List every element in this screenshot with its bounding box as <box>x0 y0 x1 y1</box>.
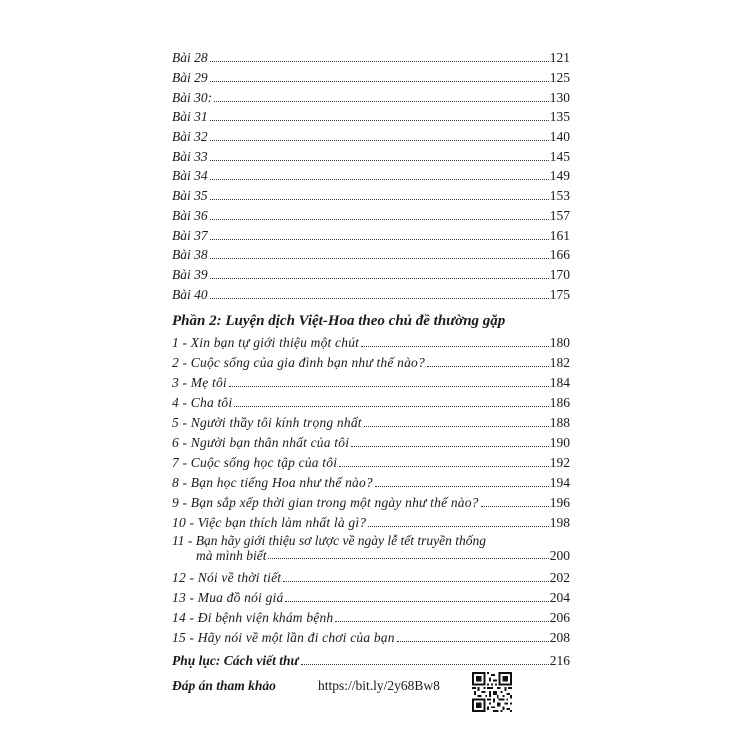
toc-page-number: 216 <box>549 653 570 668</box>
toc-label: 8 - Bạn học tiếng Hoa như thế nào? <box>172 475 373 490</box>
toc-page-number: 125 <box>549 70 570 85</box>
toc-label: Bài 36 <box>172 208 208 223</box>
toc-page-number: 175 <box>549 287 570 302</box>
dot-leader <box>210 199 549 200</box>
toc-page-number: 186 <box>549 395 570 410</box>
answers-label: Đáp án tham khảo <box>172 678 276 693</box>
dot-leader <box>210 140 549 141</box>
toc-label: 13 - Mua đồ nói giá <box>172 590 284 605</box>
toc-row-topic[interactable] <box>172 473 570 491</box>
toc-page-number: 182 <box>549 355 570 370</box>
toc-row-lesson[interactable] <box>172 147 570 165</box>
toc-label: Bài 31 <box>172 109 208 124</box>
toc-row-topic[interactable] <box>172 353 570 371</box>
toc-label: Bài 30: <box>172 90 213 105</box>
toc-row-lesson[interactable] <box>172 226 570 244</box>
toc-row-topic[interactable] <box>172 433 570 451</box>
toc-label-line2: mà mình biết <box>196 548 267 563</box>
dot-leader <box>210 258 549 259</box>
toc-label: Bài 33 <box>172 149 208 164</box>
dot-leader <box>364 426 549 427</box>
dot-leader <box>375 486 549 487</box>
toc-page-number: 121 <box>549 50 570 65</box>
toc-row-topic[interactable] <box>172 453 570 471</box>
toc-label: 6 - Người bạn thân nhất của tôi <box>172 435 350 450</box>
toc-page-number: 194 <box>549 475 570 490</box>
toc-page-number: 130 <box>549 90 570 105</box>
toc-label: Bài 32 <box>172 129 208 144</box>
dot-leader <box>210 278 549 279</box>
dot-leader <box>210 239 549 240</box>
toc-page-number: 202 <box>549 570 570 585</box>
dot-leader <box>210 120 549 121</box>
toc-page-number: 200 <box>549 548 570 563</box>
toc-label: Bài 29 <box>172 70 208 85</box>
toc-label: 2 - Cuộc sống của gia đình bạn như thế nào? <box>172 355 425 370</box>
dot-leader <box>361 346 549 347</box>
toc-row-topic[interactable] <box>172 413 570 431</box>
dot-leader <box>210 81 549 82</box>
toc-page-number: 135 <box>549 109 570 124</box>
toc-page-number: 192 <box>549 455 570 470</box>
dot-leader <box>339 466 549 467</box>
toc-row-topic[interactable] <box>172 373 570 391</box>
toc-page-number: 170 <box>549 267 570 282</box>
toc-label: 5 - Người thầy tôi kính trọng nhất <box>172 415 362 430</box>
toc-page-number: 208 <box>549 630 570 645</box>
toc-page-number: 190 <box>549 435 570 450</box>
dot-leader <box>229 386 549 387</box>
toc-label: 15 - Hãy nói về một lần đi chơi của bạn <box>172 630 395 645</box>
toc-row-topic[interactable] <box>172 393 570 411</box>
toc-row-topic[interactable] <box>172 513 570 531</box>
toc-row-lesson[interactable] <box>172 186 570 204</box>
toc-page-number: 140 <box>549 129 570 144</box>
toc-row-lesson[interactable] <box>172 68 570 86</box>
dot-leader <box>481 506 549 507</box>
dot-leader <box>234 406 548 407</box>
toc-label: 4 - Cha tôi <box>172 395 233 410</box>
dot-leader <box>335 621 548 622</box>
toc-page-number: 184 <box>549 375 570 390</box>
toc-row-topic[interactable] <box>172 608 570 626</box>
toc-page-number: 157 <box>549 208 570 223</box>
toc-label: Bài 37 <box>172 228 208 243</box>
toc-label: Bài 34 <box>172 168 208 183</box>
toc-page-number: 145 <box>549 149 570 164</box>
toc-page-number: 188 <box>549 415 570 430</box>
toc-page-number: 149 <box>549 168 570 183</box>
dot-leader <box>368 526 549 527</box>
dot-leader <box>268 558 549 559</box>
toc-row-lesson[interactable] <box>172 285 570 303</box>
dot-leader <box>210 179 549 180</box>
dot-leader <box>285 601 548 602</box>
toc-page-number: 153 <box>549 188 570 203</box>
toc-row-lesson[interactable] <box>172 88 570 106</box>
toc-row-topic[interactable] <box>172 333 570 351</box>
toc-page-number: 196 <box>549 495 570 510</box>
toc-label: 10 - Việc bạn thích làm nhất là gì? <box>172 515 367 530</box>
toc-label: 1 - Xin bạn tự giới thiệu một chút <box>172 335 360 350</box>
dot-leader <box>283 581 548 582</box>
toc-label: Phụ lục: Cách viết thư <box>172 653 299 668</box>
dot-leader <box>351 446 549 447</box>
toc-label: Bài 35 <box>172 188 208 203</box>
toc-row-lesson[interactable] <box>172 245 570 263</box>
toc-label: Bài 40 <box>172 287 208 302</box>
toc-row-topic[interactable] <box>172 588 570 606</box>
toc-label: 9 - Bạn sắp xếp thời gian trong một ngày như thế nào? <box>172 495 479 510</box>
toc-row-lesson[interactable] <box>172 265 570 283</box>
toc-row-lesson[interactable] <box>172 48 570 66</box>
part2-heading: Phần 2: Luyện dịch Việt-Hoa theo chủ đề thường gặp <box>172 313 506 329</box>
answers-link[interactable]: https://bit.ly/2y68Bw8 <box>318 678 440 693</box>
toc-row-lesson[interactable] <box>172 107 570 125</box>
toc-label: 7 - Cuộc sống học tập của tôi <box>172 455 338 470</box>
dot-leader <box>210 219 549 220</box>
dot-leader <box>210 298 549 299</box>
toc-page-number: 166 <box>549 247 570 262</box>
qr-code-icon[interactable] <box>472 672 512 712</box>
toc-page-number: 206 <box>549 610 570 625</box>
dot-leader <box>210 160 549 161</box>
toc-row-lesson[interactable] <box>172 127 570 145</box>
dot-leader <box>397 641 549 642</box>
toc-row-appendix[interactable] <box>172 651 570 669</box>
toc-label: Bài 39 <box>172 267 208 282</box>
toc-row-topic[interactable] <box>172 493 570 511</box>
toc-page-number: 180 <box>549 335 570 350</box>
dot-leader <box>301 664 549 665</box>
toc-row-topic[interactable] <box>172 628 570 646</box>
dot-leader <box>210 61 549 62</box>
toc-label: Bài 28 <box>172 50 208 65</box>
toc-page-number: 204 <box>549 590 570 605</box>
toc-row-topic[interactable] <box>172 568 570 586</box>
toc-label: 12 - Nói về thời tiết <box>172 570 282 585</box>
toc-label-line1: 11 - Bạn hãy giới thiệu sơ lược về ngày lễ tết truyền thống <box>172 533 487 548</box>
toc-page-number: 198 <box>549 515 570 530</box>
toc-page-number: 161 <box>549 228 570 243</box>
dot-leader <box>214 101 549 102</box>
toc-row-lesson[interactable] <box>172 166 570 184</box>
toc-label: 14 - Đi bệnh viện khám bệnh <box>172 610 334 625</box>
toc-label: 3 - Mẹ tôi <box>172 375 227 390</box>
toc-row-lesson[interactable] <box>172 206 570 224</box>
toc-row-topic-multiline[interactable] <box>172 533 570 565</box>
toc-label: Bài 38 <box>172 247 208 262</box>
dot-leader <box>427 366 549 367</box>
